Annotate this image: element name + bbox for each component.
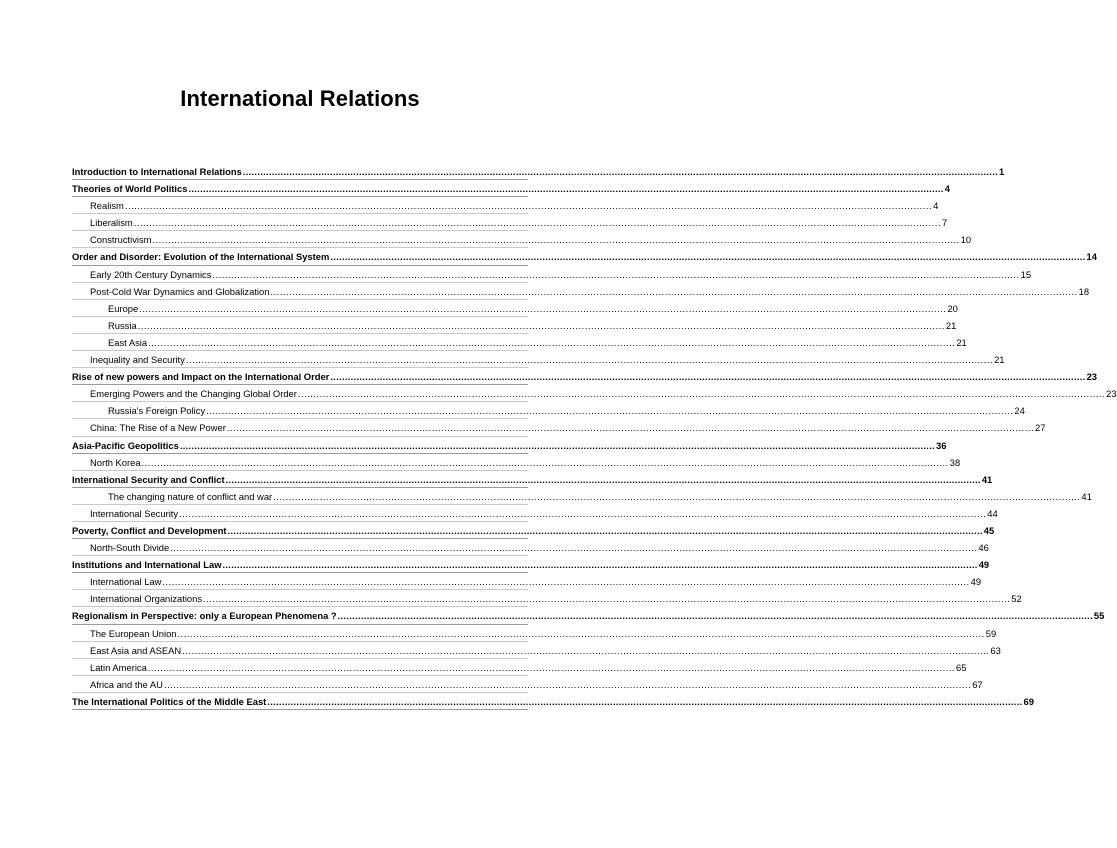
toc-entry[interactable]	[72, 556, 990, 573]
toc-dot-leader: ....................................................................................................................................................................................................................................................................	[206, 405, 1014, 417]
toc-entry-title: Russia's Foreign Policy	[108, 405, 206, 417]
toc-entry-page: 21	[956, 336, 967, 348]
toc-dot-leader: ....................................................................................................................................................................................................................................................................	[222, 559, 978, 571]
toc-entry[interactable]	[72, 334, 967, 351]
toc-entry-page: 55	[1093, 610, 1105, 622]
toc-entry-title: Rise of new powers and Impact on the International Order	[72, 371, 330, 383]
toc-dot-leader: ....................................................................................................................................................................................................................................................................	[162, 576, 970, 588]
toc-entry-title: Poverty, Conflict and Development	[72, 524, 227, 536]
toc-entry-title: International Organizations	[90, 593, 203, 605]
toc-entry-page: 41	[1081, 490, 1092, 502]
toc-entry-page: 49	[970, 576, 982, 588]
toc-entry-title: The changing nature of conflict and war	[108, 490, 273, 502]
toc-dot-leader: ....................................................................................................................................................................................................................................................................	[182, 644, 990, 656]
toc-entry-page: 44	[987, 507, 998, 519]
toc-dot-leader: ....................................................................................................................................................................................................................................................................	[242, 166, 999, 177]
toc-entry-title: Introduction to International Relations	[72, 166, 242, 177]
toc-entry[interactable]	[72, 317, 957, 334]
toc-dot-leader: ....................................................................................................................................................................................................................................................................	[148, 336, 956, 348]
toc-entry[interactable]	[72, 283, 1090, 300]
toc-entry-title: Inequality and Security	[90, 354, 185, 366]
toc-dot-leader: ....................................................................................................................................................................................................................................................................	[203, 593, 1011, 605]
toc-dot-leader: ....................................................................................................................................................................................................................................................................	[297, 388, 1106, 400]
table-of-contents	[72, 163, 1117, 710]
toc-entry-page: 21	[945, 319, 957, 331]
toc-entry[interactable]	[72, 368, 1097, 385]
toc-entry-title: The European Union	[90, 627, 177, 639]
toc-entry-page: 15	[1020, 268, 1032, 280]
toc-entry-page: 23	[1086, 371, 1097, 383]
toc-entry-page: 20	[947, 302, 958, 314]
toc-dot-leader: ....................................................................................................................................................................................................................................................................	[163, 678, 972, 690]
toc-entry-page: 67	[972, 678, 983, 690]
toc-entry[interactable]	[72, 300, 958, 317]
toc-entry-title: Asia-Pacific Geopolitics	[72, 439, 179, 451]
toc-entry[interactable]	[72, 573, 982, 590]
toc-entry-page: 52	[1011, 593, 1022, 605]
toc-dot-leader: ....................................................................................................................................................................................................................................................................	[179, 439, 936, 451]
toc-dot-leader: ....................................................................................................................................................................................................................................................................	[185, 354, 994, 366]
toc-entry-page: 21	[994, 354, 1005, 366]
toc-entry-page: 10	[960, 234, 972, 246]
toc-entry-title: Order and Disorder: Evolution of the International System	[72, 251, 330, 263]
toc-entry[interactable]	[72, 676, 983, 693]
toc-entry-title: Regionalism in Perspective: only a European Phenomena ?	[72, 610, 337, 622]
toc-entry[interactable]	[72, 471, 993, 488]
toc-entry[interactable]	[72, 625, 997, 642]
toc-entry-title: Institutions and International Law	[72, 559, 222, 571]
toc-entry[interactable]	[72, 266, 1032, 283]
toc-entry-page: 59	[985, 627, 997, 639]
toc-entry-title: North Korea	[90, 456, 141, 468]
toc-entry[interactable]	[72, 197, 939, 214]
toc-entry[interactable]	[72, 659, 967, 676]
toc-entry-title: East Asia and ASEAN	[90, 644, 182, 656]
toc-entry-title: International Security and Conflict	[72, 473, 225, 485]
toc-entry-page: 7	[941, 217, 948, 229]
toc-entry[interactable]	[72, 539, 989, 556]
toc-entry-page: 45	[983, 524, 995, 536]
toc-entry-title: Theories of World Politics	[72, 183, 188, 195]
toc-entry-page: 23	[1106, 388, 1117, 400]
toc-entry[interactable]	[72, 437, 947, 454]
toc-dot-leader: ....................................................................................................................................................................................................................................................................	[170, 542, 978, 554]
toc-entry[interactable]	[72, 642, 1001, 659]
toc-entry[interactable]	[72, 163, 1005, 180]
toc-entry-title: Realism	[90, 200, 124, 212]
toc-entry-title: Latin America	[90, 661, 147, 673]
toc-entry[interactable]	[72, 351, 1005, 368]
toc-entry-page: 14	[1086, 251, 1097, 263]
toc-entry-title: International Security	[90, 507, 179, 519]
toc-entry[interactable]	[72, 488, 1092, 505]
toc-dot-leader: ....................................................................................................................................................................................................................................................................	[227, 524, 983, 536]
toc-entry[interactable]	[72, 385, 1117, 402]
toc-entry-title: East Asia	[108, 336, 148, 348]
toc-entry[interactable]	[72, 693, 1034, 710]
toc-entry-title: International Law	[90, 576, 162, 588]
toc-dot-leader: ....................................................................................................................................................................................................................................................................	[141, 456, 949, 468]
toc-entry[interactable]	[72, 231, 972, 248]
toc-entry-page: 4	[944, 183, 950, 195]
toc-entry[interactable]	[72, 419, 1046, 436]
toc-entry-title: Post-Cold War Dynamics and Globalization	[90, 285, 270, 297]
toc-entry[interactable]	[72, 607, 1105, 624]
document-title: International Relations	[180, 86, 420, 111]
toc-dot-leader: ....................................................................................................................................................................................................................................................................	[179, 507, 987, 519]
toc-entry-page: 63	[990, 644, 1001, 656]
toc-entry-page: 65	[956, 661, 967, 673]
toc-entry-title: Africa and the AU	[90, 678, 163, 690]
toc-dot-leader: ....................................................................................................................................................................................................................................................................	[133, 217, 941, 229]
toc-entry-title: The International Politics of the Middle East	[72, 695, 267, 707]
toc-dot-leader: ....................................................................................................................................................................................................................................................................	[225, 473, 981, 485]
toc-dot-leader: ....................................................................................................................................................................................................................................................................	[226, 422, 1035, 434]
toc-entry[interactable]	[72, 505, 998, 522]
toc-entry[interactable]	[72, 454, 961, 471]
toc-entry[interactable]	[72, 214, 948, 231]
toc-entry-page: 49	[978, 559, 990, 571]
toc-entry-page: 46	[978, 542, 989, 554]
toc-dot-leader: ....................................................................................................................................................................................................................................................................	[337, 610, 1093, 622]
toc-dot-leader: ....................................................................................................................................................................................................................................................................	[124, 200, 933, 212]
toc-entry[interactable]	[72, 402, 1025, 419]
toc-entry-page: 36	[936, 439, 947, 451]
toc-dot-leader: ....................................................................................................................................................................................................................................................................	[152, 234, 960, 246]
toc-entry[interactable]	[72, 590, 1022, 607]
toc-entry-page: 24	[1014, 405, 1025, 417]
toc-entry-title: Emerging Powers and the Changing Global Order	[90, 388, 297, 400]
toc-entry-title: Liberalism	[90, 217, 133, 229]
toc-entry-page: 41	[981, 473, 993, 485]
toc-entry-title: Early 20th Century Dynamics	[90, 268, 212, 280]
toc-entry-page: 69	[1023, 695, 1034, 707]
toc-entry-title: North-South Divide	[90, 542, 170, 554]
toc-dot-leader: ....................................................................................................................................................................................................................................................................	[330, 251, 1086, 263]
toc-dot-leader: ....................................................................................................................................................................................................................................................................	[267, 695, 1023, 707]
toc-entry-title: Europe	[108, 302, 139, 314]
toc-entry[interactable]	[72, 522, 995, 539]
toc-dot-leader: ....................................................................................................................................................................................................................................................................	[137, 319, 945, 331]
toc-dot-leader: ....................................................................................................................................................................................................................................................................	[270, 285, 1078, 297]
toc-entry-page: 38	[949, 456, 961, 468]
toc-entry-title: China: The Rise of a New Power	[90, 422, 226, 434]
toc-entry-page: 1	[999, 166, 1005, 177]
toc-entry-page: 27	[1035, 422, 1046, 434]
toc-dot-leader: ....................................................................................................................................................................................................................................................................	[177, 627, 985, 639]
toc-entry-title: Constructivism	[90, 234, 152, 246]
toc-dot-leader: ....................................................................................................................................................................................................................................................................	[273, 490, 1081, 502]
toc-dot-leader: ....................................................................................................................................................................................................................................................................	[212, 268, 1020, 280]
toc-entry-page: 4	[933, 200, 939, 212]
toc-entry-title: Russia	[108, 319, 137, 331]
toc-entry[interactable]	[72, 180, 950, 197]
toc-dot-leader: ....................................................................................................................................................................................................................................................................	[188, 183, 944, 195]
toc-dot-leader: ....................................................................................................................................................................................................................................................................	[330, 371, 1086, 383]
toc-entry-page: 18	[1078, 285, 1090, 297]
toc-entry[interactable]	[72, 248, 1097, 265]
toc-dot-leader: ....................................................................................................................................................................................................................................................................	[147, 661, 956, 673]
toc-dot-leader: ....................................................................................................................................................................................................................................................................	[139, 302, 947, 314]
